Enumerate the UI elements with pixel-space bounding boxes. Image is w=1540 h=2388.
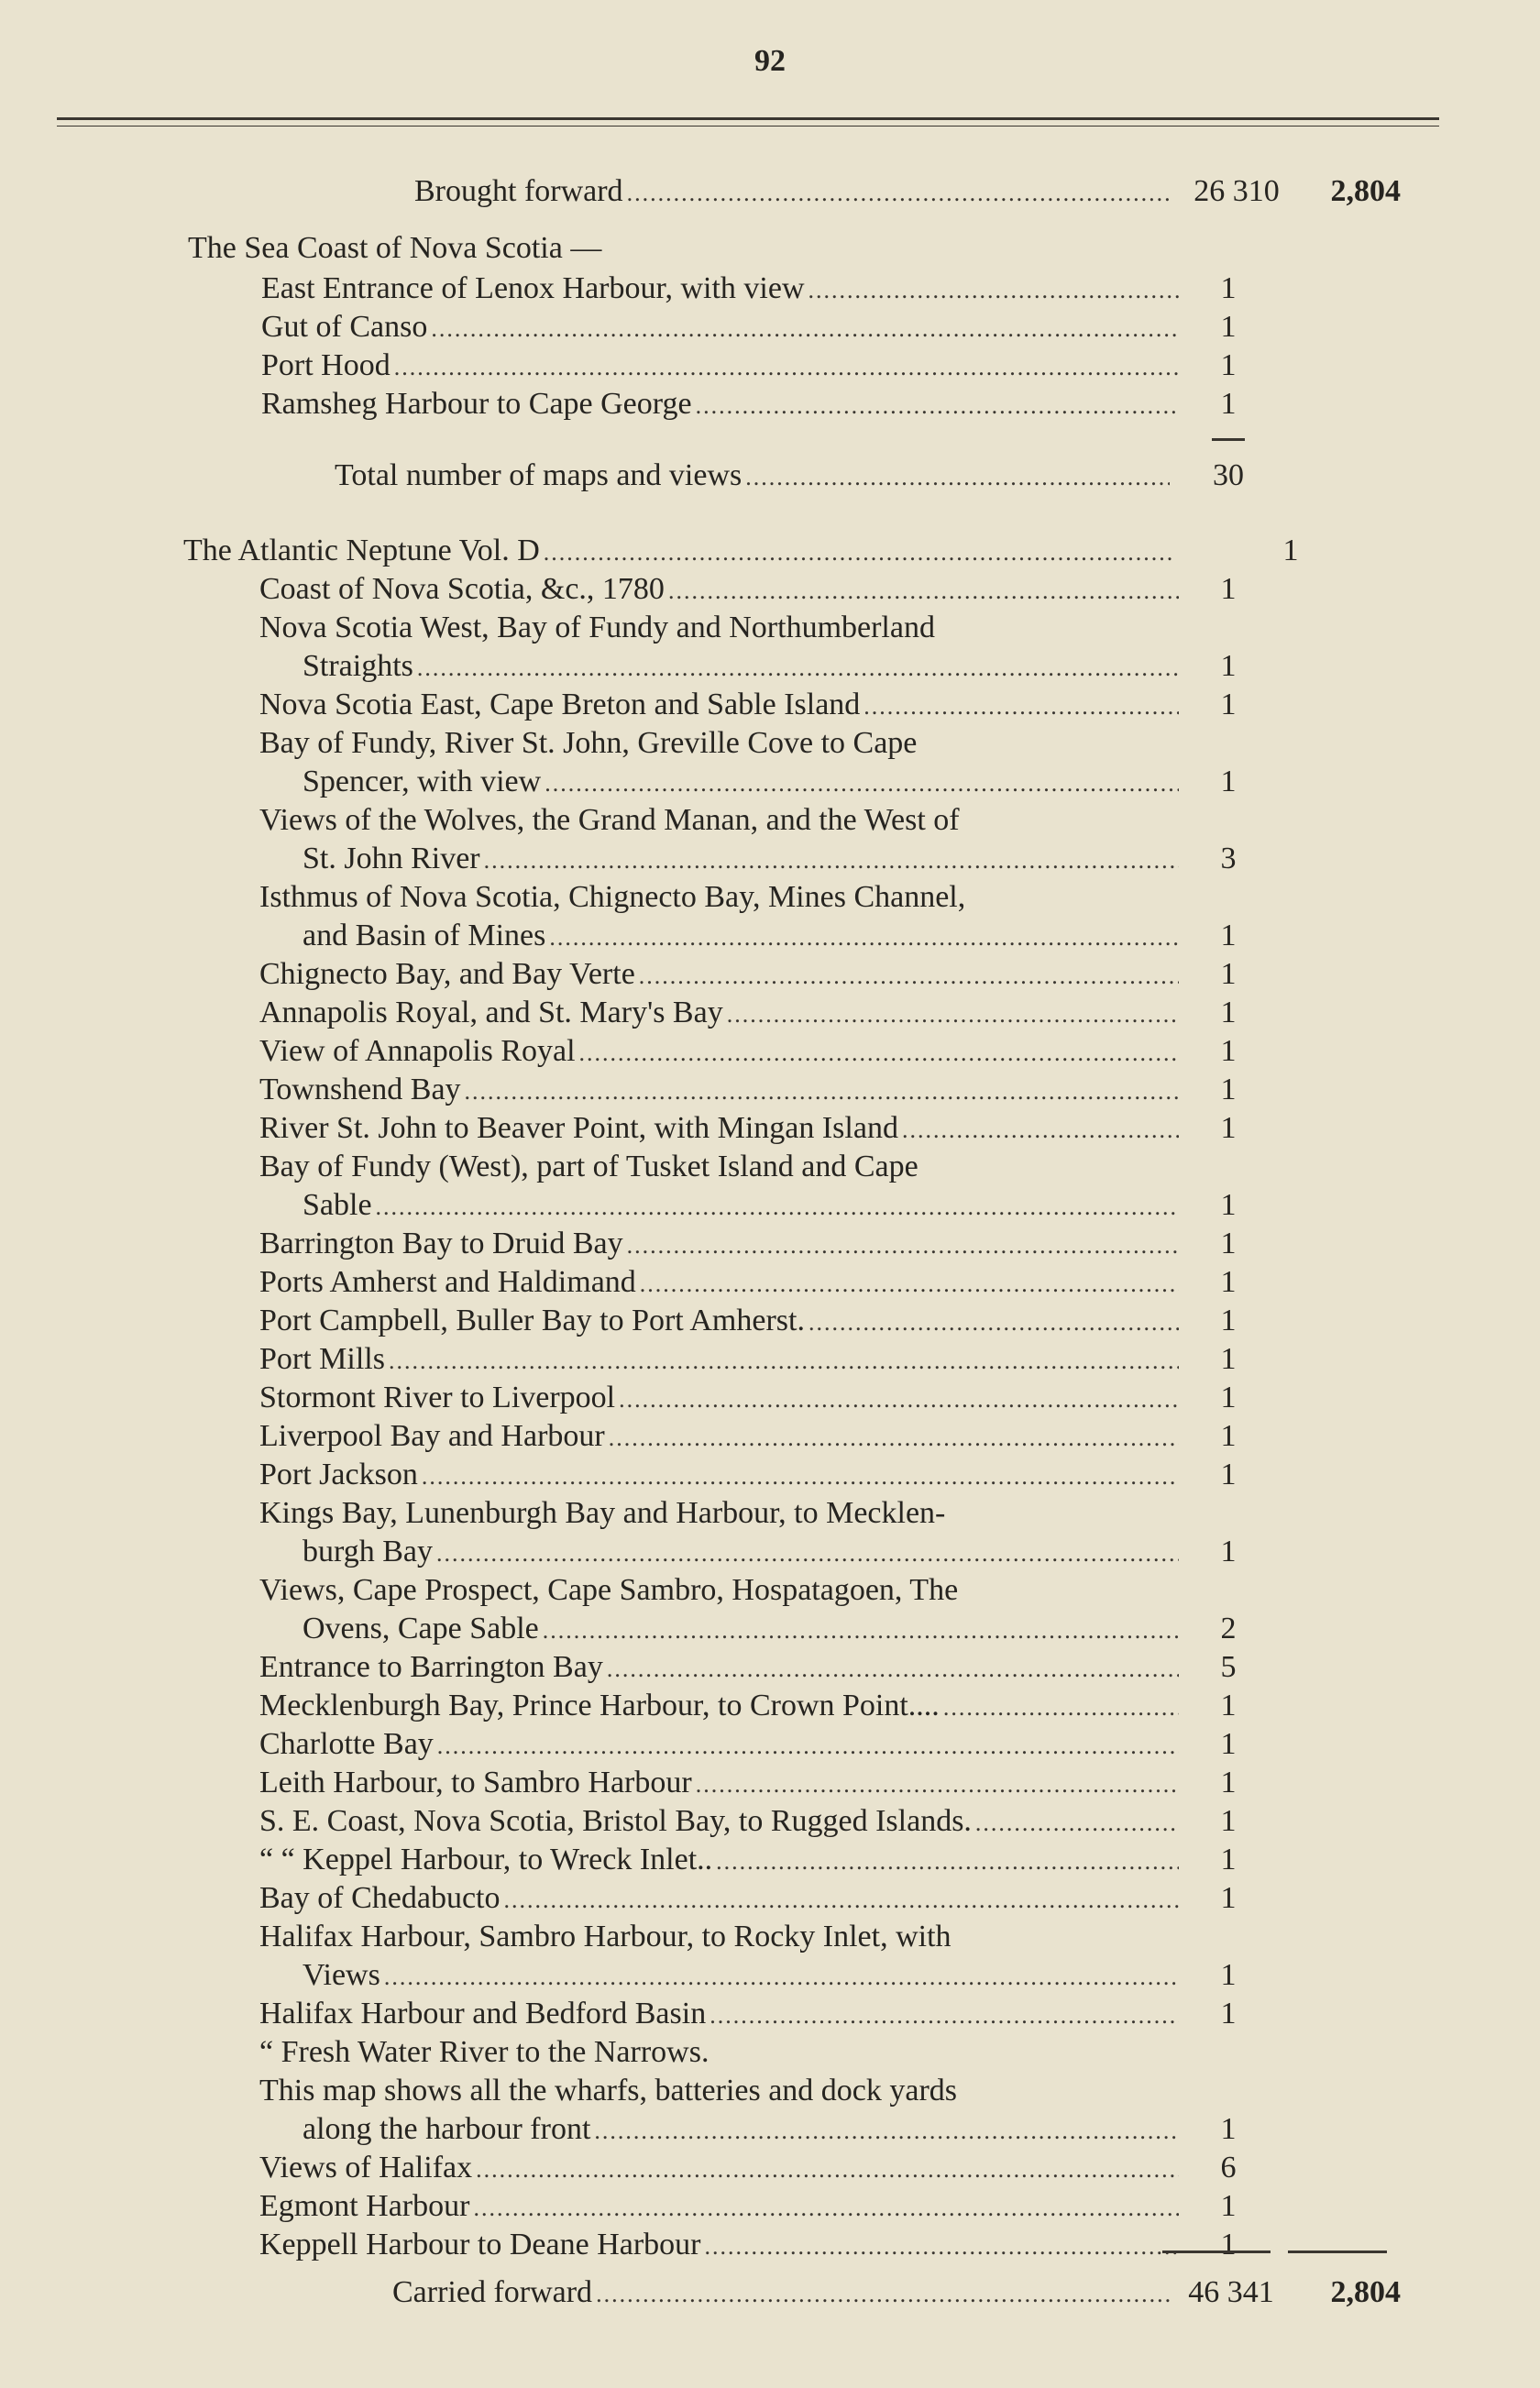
leader-dots: [504, 1881, 1180, 1920]
list-item: [259, 1879, 1182, 1920]
list-item: [259, 1687, 1182, 1727]
entry-label: Charlotte Bay: [259, 1727, 434, 1761]
leader-dots: [384, 1958, 1179, 1997]
entry-label: River St. John to Beaver Point, with Mingan Island: [259, 1111, 898, 1145]
entry-count: 1: [1220, 1034, 1237, 1068]
leader-dots: [943, 1689, 1179, 1727]
entry-count: 1: [1220, 765, 1237, 798]
leader-dots: [710, 1997, 1179, 2035]
entry-label: burgh Bay: [302, 1535, 433, 1568]
entry-count: 1: [1220, 1766, 1237, 1799]
leader-dots: [864, 688, 1179, 726]
carried-forward-value-a: 46 341: [1188, 2275, 1274, 2309]
entry-count: 1: [1220, 1689, 1237, 1722]
list-item: [302, 647, 1182, 688]
entry-text-line: This map shows all the wharfs, batteries and dock yards: [259, 2074, 958, 2107]
entry-count: 1: [1220, 1843, 1237, 1876]
entry-label: along the harbour front: [302, 2112, 591, 2146]
list-item: [259, 2226, 1182, 2266]
entry-label: View of Annapolis Royal: [259, 1034, 576, 1068]
entry-count: 1: [1220, 1111, 1237, 1145]
final-rule-b: [1288, 2250, 1387, 2253]
leader-dots: [696, 387, 1179, 425]
entry-label: Port Campbell, Buller Bay to Port Amherst.: [259, 1304, 805, 1337]
entry-text-line: Views of the Wolves, the Grand Manan, and the West of: [259, 803, 960, 837]
leader-dots: [394, 348, 1179, 387]
total-label: Total number of maps and views: [335, 458, 742, 492]
entry-count: 1: [1220, 1227, 1237, 1260]
leader-dots: [716, 1843, 1179, 1881]
entry-label: Halifax Harbour and Bedford Basin: [259, 1997, 707, 2030]
list-item: [261, 347, 1182, 387]
total-value: 30: [1213, 458, 1244, 492]
brought-forward-label: Brought forward: [414, 174, 623, 208]
leader-dots: [579, 1034, 1179, 1073]
entry-count: 1: [1220, 1458, 1237, 1491]
list-item: [259, 1725, 1182, 1766]
leader-dots: [609, 1419, 1179, 1458]
entry-count: 1: [1220, 1997, 1237, 2030]
page-number: 92: [754, 44, 786, 78]
leader-dots: [473, 2189, 1179, 2228]
entry-label: Stormont River to Liverpool: [259, 1381, 616, 1414]
leader-dots: [607, 1650, 1179, 1689]
list-item: [259, 1225, 1182, 1265]
entry-text-line: Nova Scotia West, Bay of Fundy and Northumberland: [259, 611, 935, 644]
entry-count: 1: [1220, 1958, 1237, 1992]
list-item: [259, 1456, 1182, 1496]
entry-count: 1: [1220, 1881, 1237, 1915]
leader-dots: [543, 1612, 1179, 1650]
header-rule: [57, 117, 1439, 127]
carried-forward-row: [392, 2273, 1173, 2314]
entry-count: 1: [1220, 1073, 1237, 1106]
leader-dots: [594, 2112, 1179, 2151]
leader-dots: [422, 1458, 1179, 1496]
entry-text-line: Views, Cape Prospect, Cape Sambro, Hospatagoen, The: [259, 1573, 959, 1607]
section-heading: The Atlantic Neptune Vol. D: [183, 534, 540, 567]
leader-dots: [544, 765, 1179, 803]
heading-count: 1: [1282, 534, 1299, 567]
leader-dots: [619, 1381, 1179, 1419]
list-item: [259, 1071, 1182, 1111]
entry-label: Ports Amherst and Haldimand: [259, 1265, 636, 1299]
entry-label: Townshend Bay: [259, 1073, 461, 1106]
list-item: [302, 2110, 1182, 2151]
final-rule-a: [1162, 2250, 1270, 2253]
list-item: [302, 1956, 1182, 1997]
entry-label: Chignecto Bay, and Bay Verte: [259, 957, 635, 991]
leader-dots: [376, 1188, 1179, 1227]
entry-count: 1: [1220, 1265, 1237, 1299]
entry-count: 1: [1220, 1419, 1237, 1453]
entry-label: Straights: [302, 649, 413, 683]
entry-count: 1: [1220, 2228, 1237, 2261]
leader-dots: [745, 458, 1170, 497]
list-item: [259, 570, 1182, 611]
list-item: [259, 1802, 1182, 1843]
list-item: [259, 1417, 1182, 1458]
entry-label: Entrance to Barrington Bay: [259, 1650, 603, 1684]
entry-label: Barrington Bay to Druid Bay: [259, 1227, 623, 1260]
entry-label: Ovens, Cape Sable: [302, 1612, 539, 1645]
entry-label: Mecklenburgh Bay, Prince Harbour, to Crown Point....: [259, 1689, 940, 1722]
leader-dots: [389, 1342, 1179, 1381]
entry-label: Gut of Canso: [261, 310, 428, 344]
list-item: [302, 917, 1182, 957]
entry-count: 1: [1220, 310, 1237, 344]
entry-label: Port Mills: [259, 1342, 385, 1376]
entry-count: 1: [1220, 1342, 1237, 1376]
leader-dots: [417, 649, 1179, 688]
list-item: [302, 1610, 1182, 1650]
list-item: [259, 1995, 1182, 2035]
entry-count: 1: [1220, 1535, 1237, 1568]
leader-dots: [902, 1111, 1179, 1150]
entry-text-line: Halifax Harbour, Sambro Harbour, to Rocky Inlet, with: [259, 1920, 952, 1953]
entry-count: 1: [1220, 919, 1237, 952]
leader-dots: [808, 1304, 1179, 1342]
entry-label: Port Hood: [261, 348, 390, 382]
list-item: [302, 763, 1182, 803]
carried-forward-value-b: 2,804: [1330, 2275, 1401, 2309]
brought-forward-row: [414, 172, 1173, 213]
leader-dots: [727, 996, 1179, 1034]
entry-count: 3: [1220, 842, 1237, 875]
list-item: [302, 840, 1182, 880]
entry-count: 1: [1220, 1304, 1237, 1337]
entry-count: 6: [1220, 2151, 1237, 2184]
neptune-heading-row: [183, 532, 1178, 572]
list-item: [261, 270, 1182, 310]
entry-count: 2: [1220, 1612, 1237, 1645]
entry-count: 1: [1220, 957, 1237, 991]
leader-dots: [596, 2275, 1170, 2314]
leader-dots: [704, 2228, 1179, 2266]
entry-count: 1: [1220, 348, 1237, 382]
leader-dots: [668, 572, 1179, 611]
leader-dots: [544, 534, 1174, 572]
list-item: [259, 955, 1182, 996]
list-item: [259, 686, 1182, 726]
entry-count: 1: [1220, 1727, 1237, 1761]
leader-dots: [437, 1727, 1179, 1766]
entry-text-line: Bay of Fundy, River St. John, Greville Cove to Cape: [259, 726, 918, 760]
entry-label: St. John River: [302, 842, 480, 875]
leader-dots: [627, 1227, 1179, 1265]
list-item: [259, 1648, 1182, 1689]
entry-count: 1: [1220, 2189, 1237, 2223]
entry-count: 1: [1220, 271, 1237, 305]
section-heading: The Sea Coast of Nova Scotia —: [188, 231, 602, 265]
entry-count: 1: [1220, 387, 1237, 421]
entry-label: Egmont Harbour: [259, 2189, 470, 2223]
list-item: [259, 1109, 1182, 1150]
entry-label: and Basin of Mines: [302, 919, 546, 952]
list-item: [302, 1533, 1182, 1573]
leader-dots: [627, 174, 1170, 213]
entry-count: 1: [1220, 1381, 1237, 1414]
total-row: [335, 457, 1173, 497]
entry-label: Views: [302, 1958, 380, 1992]
list-item: [259, 1263, 1182, 1304]
list-item: [259, 994, 1182, 1034]
entry-label: Liverpool Bay and Harbour: [259, 1419, 605, 1453]
leader-dots: [476, 2151, 1179, 2189]
entry-count: 1: [1220, 688, 1237, 721]
entry-label: S. E. Coast, Nova Scotia, Bristol Bay, to Rugged Islands.: [259, 1804, 972, 1838]
list-item: [259, 1302, 1182, 1342]
carried-forward-label: Carried forward: [392, 2275, 593, 2309]
entry-count: 1: [1220, 572, 1237, 606]
entry-count: 1: [1220, 1804, 1237, 1838]
brought-forward-value-b: 2,804: [1330, 174, 1401, 208]
list-item: [261, 385, 1182, 425]
entry-count: 1: [1220, 996, 1237, 1029]
entry-label: Sable: [302, 1188, 372, 1222]
entry-label: Bay of Chedabucto: [259, 1881, 500, 1915]
entry-text-line: Kings Bay, Lunenburgh Bay and Harbour, to Mecklen-: [259, 1496, 946, 1530]
entry-label: Port Jackson: [259, 1458, 418, 1491]
entry-label: Views of Halifax: [259, 2151, 473, 2184]
list-item: [261, 308, 1182, 348]
list-item: [259, 2149, 1182, 2189]
entry-count: 1: [1220, 2112, 1237, 2146]
subtotal-rule: [1212, 438, 1245, 441]
entry-label: Spencer, with view: [302, 765, 542, 798]
leader-dots: [465, 1073, 1179, 1111]
leader-dots: [640, 1265, 1179, 1304]
leader-dots: [639, 957, 1179, 996]
list-item: [259, 1379, 1182, 1419]
list-item: [259, 1764, 1182, 1804]
brought-forward-value-a: 26 310: [1194, 174, 1280, 208]
entry-label: East Entrance of Lenox Harbour, with view: [261, 271, 805, 305]
entry-count: 5: [1220, 1650, 1237, 1684]
entry-count: 1: [1220, 1188, 1237, 1222]
list-item: [259, 1340, 1182, 1381]
list-item: [302, 1186, 1182, 1227]
entry-count: 1: [1220, 649, 1237, 683]
list-item: [259, 1841, 1182, 1881]
leader-dots: [696, 1766, 1179, 1804]
leader-dots: [549, 919, 1179, 957]
leader-dots: [484, 842, 1179, 880]
leader-dots: [975, 1804, 1179, 1843]
entry-label: Annapolis Royal, and St. Mary's Bay: [259, 996, 723, 1029]
list-item: [259, 1032, 1182, 1073]
entry-label: Keppell Harbour to Deane Harbour: [259, 2228, 701, 2261]
entry-label: Leith Harbour, to Sambro Harbour: [259, 1766, 692, 1799]
entry-label: Ramsheg Harbour to Cape George: [261, 387, 692, 421]
list-item: [259, 2187, 1182, 2228]
entry-text-line: Isthmus of Nova Scotia, Chignecto Bay, Mines Channel,: [259, 880, 966, 914]
entry-text-line: Bay of Fundy (West), part of Tusket Island and Cape: [259, 1150, 918, 1183]
leader-dots: [808, 271, 1180, 310]
entry-label: Nova Scotia East, Cape Breton and Sable Island: [259, 688, 861, 721]
entry-label: “ “ Keppel Harbour, to Wreck Inlet..: [259, 1843, 713, 1876]
entry-label: Coast of Nova Scotia, &c., 1780: [259, 572, 665, 606]
leader-dots: [431, 310, 1179, 348]
leader-dots: [436, 1535, 1179, 1573]
entry-text-line: “ Fresh Water River to the Narrows.: [259, 2035, 710, 2069]
